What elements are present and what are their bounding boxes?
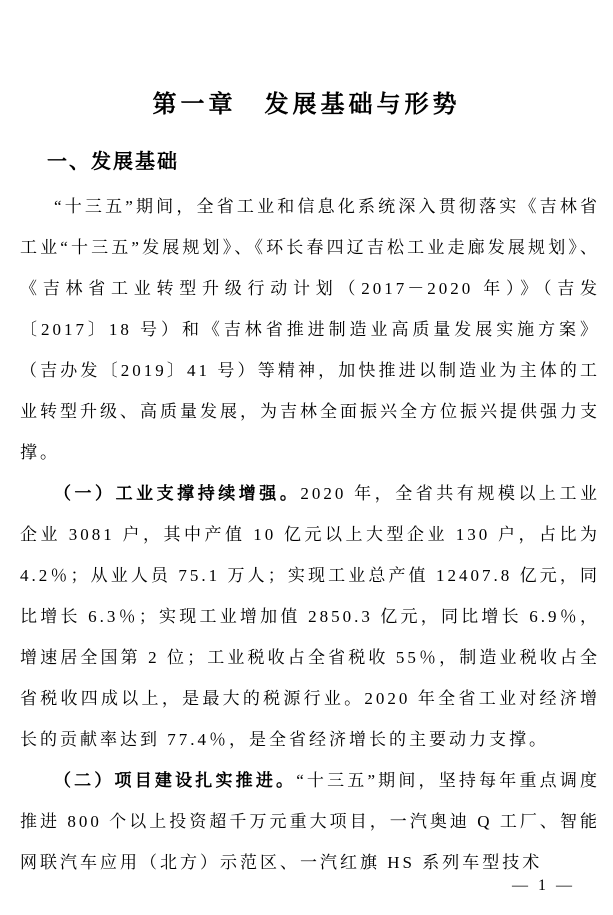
paragraph-2-text: 2020 年，全省共有规模以上工业企业 3081 户，其中产值 10 亿元以上大型企业 130 户，占比为 4.2％；从业人员 75.1 万人；实现工业总产值 12407.8 亿元，同比增长 6.3％；实现工业增加值 2850.3 亿元，同比增长 6.9％，增速居全国第 2 位；工业税收占全省税收 55％，制造业税收占全省税收四成以上，是最大的税源行业。2020 年全省工业对经济增长的贡献率达到 77.4％，是全省经济增长的主要动力支撑。	[20, 484, 600, 749]
page-number: — 1 —	[512, 877, 575, 894]
paragraph	[20, 186, 600, 473]
chapter-title: 第一章 发展基础与形势	[152, 92, 461, 118]
paragraph-3-lead: （二）项目建设扎实推进。	[54, 771, 297, 790]
paragraph-2-lead: （一）工业支撑持续增强。	[54, 484, 301, 503]
paragraph	[20, 760, 600, 883]
section-heading: 一、发展基础	[47, 151, 179, 173]
paragraph	[20, 473, 600, 760]
document-body	[20, 186, 600, 883]
paragraph-3-text: “十三五”期间，坚持每年重点调度推进 800 个以上投资超千万元重大项目，一汽奥迪 Q 工厂、智能网联汽车应用（北方）示范区、一汽红旗 HS 系列车型技术	[20, 771, 601, 872]
paragraph-1-text: “十三五”期间，全省工业和信息化系统深入贯彻落实《吉林省工业“十三五”发展规划》、《环长春四辽吉松工业走廊发展规划》、《吉林省工业转型升级行动计划（2017－2020 年）》（吉发〔2017〕18 号）和《吉林省推进制造业高质量发展实施方案》（吉办发〔2019〕41 号）等精神，加快推进以制造业为主体的工业转型升级、高质量发展，为吉林全面振兴全方位振兴提供强力支撑。	[20, 197, 600, 462]
